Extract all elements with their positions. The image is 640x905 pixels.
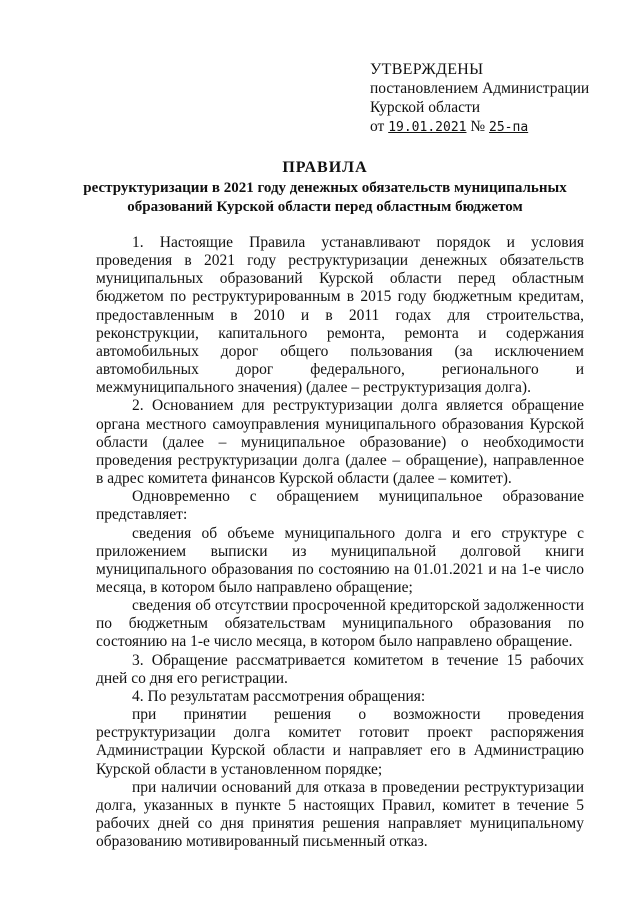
paragraph-6: 3. Обращение рассматривается комитетом в течение 15 рабочих дней со дня его регистрации. <box>96 651 584 687</box>
approval-stamp <box>370 60 620 137</box>
paragraph-5: сведения об отсутствии просроченной кредиторской задолженности по бюджетным обязательствам муниципального образования по состоянию на 1-е число месяца, в котором было направлено обращение. <box>96 597 584 651</box>
document-subtitle-line-2: образований Курской области перед областным бюджетом <box>127 199 523 215</box>
paragraph-1: 1. Настоящие Правила устанавливают порядок и условия проведения в 2021 году реструктуризации денежных обязательств муниципальных образований Курской области перед областным бюджетом по реструктурированным в 2015 году бюджетным кредитам, предоставленным в 2010 и в 2011 годах для строительства, реконструкции, капитального ремонта, ремонта и содержания автомобильных дорог общего пользования (за исключением автомобильных дорог федерального, регионального и межмуниципального значения) (далее – реструктуризация долга). <box>96 234 584 397</box>
paragraph-3: Одновременно с обращением муниципальное образование представляет: <box>96 488 584 524</box>
approval-date-line <box>370 117 620 137</box>
approval-number: 25-па <box>489 120 529 135</box>
paragraph-4: сведения об объеме муниципального долга и его структуре с приложением выписки из муниципальной долговой книги муниципального образования по состоянию на 01.01.2021 и на 1-е число месяца, в котором было направлено обращение; <box>96 524 584 596</box>
approval-line-2: Курской области <box>370 99 481 116</box>
document-subtitle-line-1: реструктуризации в 2021 году денежных обязательств муниципальных <box>83 180 567 196</box>
paragraph-9: при наличии оснований для отказа в проведении реструктуризации долга, указанных в пункте 5 настоящих Правил, комитет в течение 5 рабочих дней со дня принятия решения направляет муниципальному образованию мотивированный письменный отказ. <box>96 778 584 851</box>
document-heading <box>60 158 590 217</box>
paragraph-7: 4. По результатам рассмотрения обращения: <box>132 687 426 705</box>
document-title: ПРАВИЛА <box>282 159 368 176</box>
approval-line-1: постановлением Администрации <box>370 80 590 97</box>
approval-from: от <box>370 118 385 135</box>
approval-title: УТВЕРЖДЕНЫ <box>370 61 484 78</box>
paragraph-2: 2. Основанием для реструктуризации долга является обращение органа местного самоуправления муниципального образования Курской области (далее – муниципальное образование) о необходимости проведения реструктуризации долга (далее – обращение), направленное в адрес комитета финансов Курской области (далее – комитет). <box>96 397 584 488</box>
paragraph-8: при принятии решения о возможности проведения реструктуризации долга комитет готовит проект распоряжения Администрации Курской области и направляет его в Администрацию Курской области в установленном порядке; <box>96 706 584 778</box>
approval-number-sign: № <box>470 118 486 135</box>
document-body <box>96 234 584 851</box>
approval-date: 19.01.2021 <box>388 120 467 135</box>
